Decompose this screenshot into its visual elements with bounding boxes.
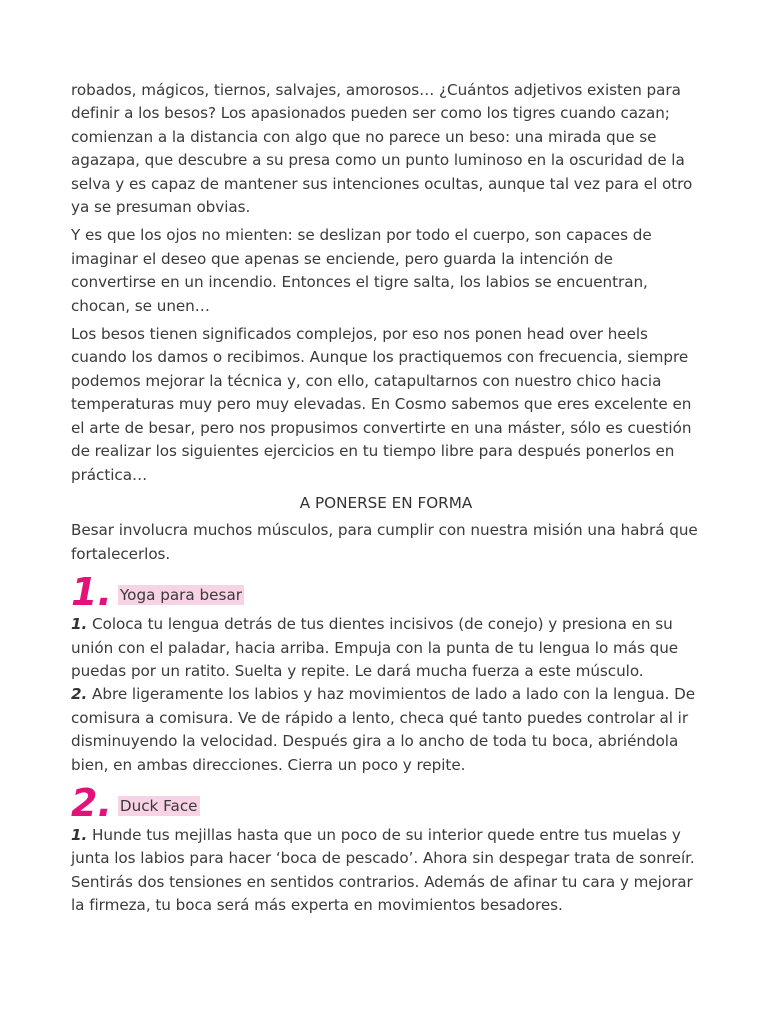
intro-paragraph-1: robados, mágicos, tiernos, salvajes, amorosos… ¿Cuántos adjetivos existen para definir a los besos? Los apasionados pueden ser como los tigres cuando cazan; comienzan a la distancia con algo que no parece un beso: una mirada que se agazapa, que descubre a su presa como un punto luminoso en la oscuridad de la selva y es capaz de mantener sus intenciones ocultas, aunque tal vez para el otro ya se presuman obvias. xyxy=(71,81,693,217)
exercise-step xyxy=(71,824,701,918)
step-number: 1. xyxy=(71,825,88,844)
article-body xyxy=(71,79,701,923)
intro-paragraph-2: Y es que los ojos no mienten: se deslizan por todo el cuerpo, son capaces de imaginar el deseo que apenas se enciende, pero guarda la intención de convertirse en un incendio. Entonces el tigre salta, los labios se encuentran, chocan, se unen… xyxy=(71,226,652,315)
exercise-step xyxy=(71,683,701,777)
section-title: A PONERSE EN FORMA xyxy=(299,493,473,512)
exercise-number: 2. xyxy=(71,780,112,825)
exercise-step xyxy=(71,613,701,683)
intro-paragraph-3: Los besos tienen significados complejos, por eso nos ponen head over heels cuando los damos o recibimos. Aunque los practiquemos con frecuencia, siempre podemos mejorar la técnica y, con ello, catapultarnos con nuestro chico hacia temperaturas muy pero muy elevadas. En Cosmo sabemos que eres excelente en el arte de besar, pero nos propusimos convertirte en una máster, sólo es cuestión de realizar los siguientes ejercicios en tu tiempo libre para después ponerlos en práctica… xyxy=(71,325,692,484)
step-text: Coloca tu lengua detrás de tus dientes incisivos (de conejo) y presiona en su unión con el paladar, hacia arriba. Empuja con la punta de tu lengua lo más que puedas por un ratito. Suelta y repite. Le dará mucha fuerza a este músculo. xyxy=(71,615,679,680)
step-text: Abre ligeramente los labios y haz movimientos de lado a lado con la lengua. De comisura a comisura. Ve de rápido a lento, checa qué tanto puedes controlar al ir disminuyendo la velocidad. Después gira a lo ancho de toda tu boca, abriéndola bien, en ambas direcciones. Cierra un poco y repite. xyxy=(71,685,696,774)
exercise-title: Duck Face xyxy=(119,796,198,815)
exercise-number: 1. xyxy=(71,570,112,615)
exercise-title: Yoga para besar xyxy=(119,586,242,605)
step-number: 1. xyxy=(71,615,88,634)
step-text: Hunde tus mejillas hasta que un poco de su interior quede entre tus muelas y junta los labios para hacer ‘boca de pescado’. Ahora sin despegar trata de sonreír. Sentirás dos tensiones en sentidos contrarios. Además de afinar tu cara y mejorar la firmeza, tu boca será más experta en movimientos besadores. xyxy=(71,825,695,915)
exercise-heading-2 xyxy=(71,782,701,824)
step-number: 2. xyxy=(71,685,88,704)
exercise-heading-1 xyxy=(71,571,701,613)
section-intro: Besar involucra muchos músculos, para cumplir con nuestra misión una habrá que fortalecerlos. xyxy=(71,521,698,563)
